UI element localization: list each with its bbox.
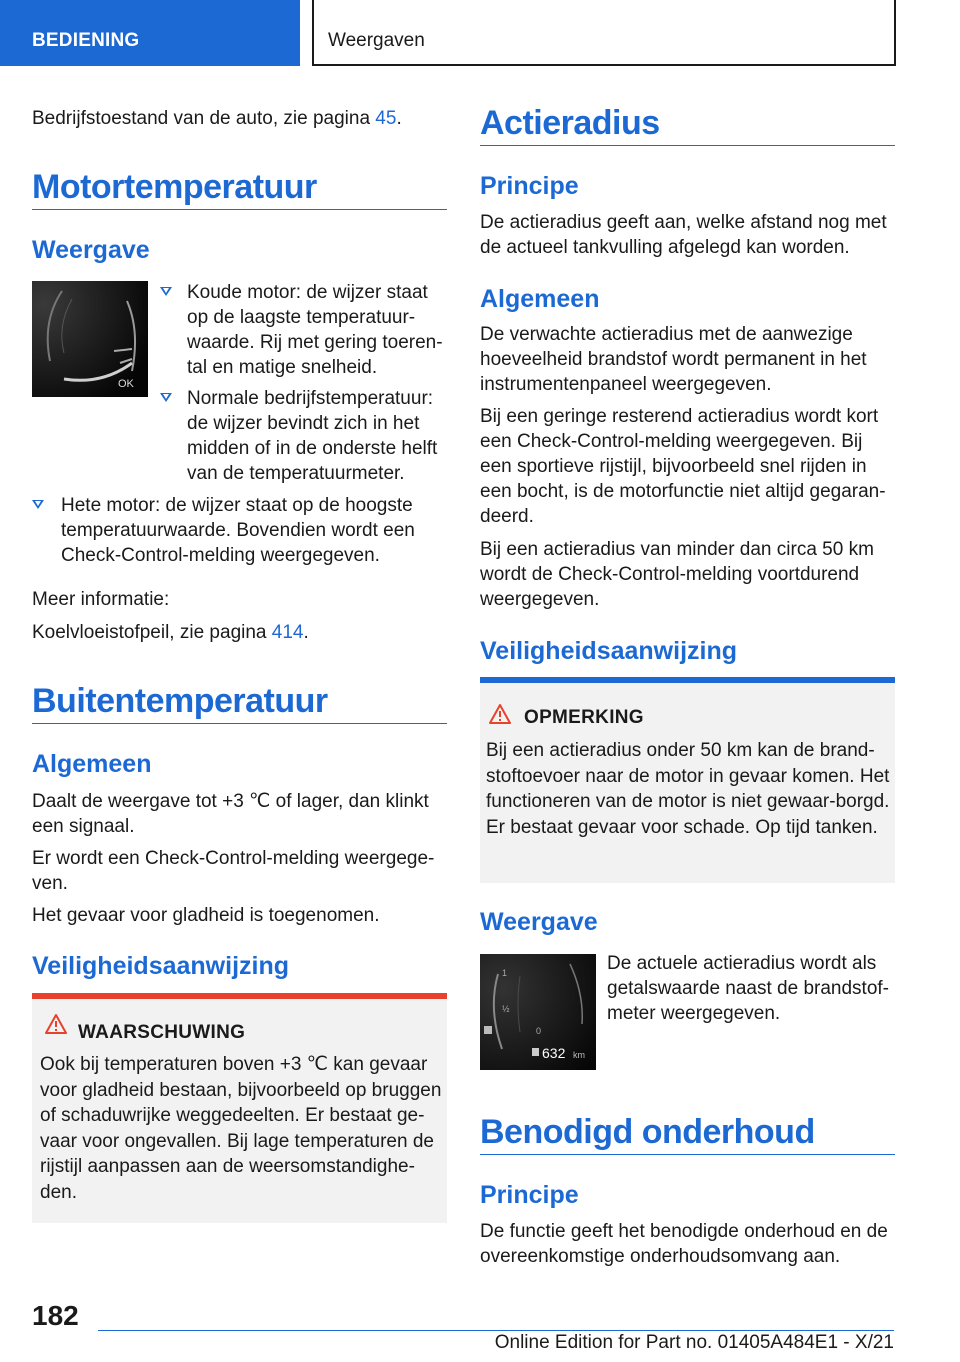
footer-rule	[98, 1330, 894, 1331]
warning-text: Ook bij temperaturen boven +3 ℃ kan gevaar voor gladheid bestaan, bijvoorbeeld op bruggen of schaduwrijke weggedeelten. Er bestaat ge-vaar voor ongevallen. Bij lage temperaturen de rijstijl aanpassen aan de weersomstandighe-den.	[40, 1054, 442, 1203]
paragraph-range-50km: Bij een actieradius van minder dan circa 50 km wordt de Check-Control-melding voortdurend weergegeven.	[480, 539, 874, 610]
notice-box	[480, 677, 895, 883]
heading-buitentemperatuur: Buitentemperatuur	[32, 682, 328, 720]
paragraph-gladheid: Het gevaar voor gladheid is toegenomen.	[32, 905, 380, 926]
subheading-principe: Principe	[480, 172, 579, 200]
paragraph-range-low: Bij een geringe resterend actieradius wordt kort een Check-Control-melding weergegeven. Bij een sportieve rijstijl, bijvoorbeeld snel rijden in een bocht, is de motorfunctie niet altijd gegaran-deerd.	[480, 406, 886, 527]
paragraph-principe: De actieradius geeft aan, welke afstand nog met de actueel tankvulling afgelegd kan worden.	[480, 212, 887, 258]
gauge-range-value: 632	[542, 1045, 566, 1061]
paragraph-range-permanent: De verwachte actieradius met de aanwezige hoeveelheid brandstof wordt permanent in het instrumentenpaneel weergegeven.	[480, 324, 867, 395]
page-link-45[interactable]: 45	[375, 108, 397, 129]
notice-bar	[480, 677, 895, 683]
section-title: Weergaven	[312, 0, 896, 66]
gauge-empty-label: 0	[536, 1026, 542, 1036]
heading-rule	[480, 145, 895, 146]
subheading-veiligheidsaanwijzing-right: Veiligheidsaanwijzing	[480, 637, 738, 665]
notice-heading: OPMERKING	[524, 707, 644, 728]
coolant-reference: Koelvloeistofpeil, zie pagina 414.	[32, 622, 309, 643]
footer-edition: Online Edition for Part no. 01405A484E1 - X/21	[494, 1332, 894, 1353]
bullet-normal-temp: Normale bedrijfstemperatuur: de wijzer bevindt zich in het midden of in de onderste helft van de temperatuurmeter.	[160, 386, 450, 486]
triangle-bullet-icon	[32, 500, 44, 509]
page-header	[0, 0, 960, 66]
heading-actieradius: Actieradius	[480, 104, 660, 142]
page-link-414[interactable]: 414	[271, 622, 304, 643]
intro-paragraph: Bedrijfstoestand van de auto, zie pagina 45.	[32, 108, 402, 129]
gauge-ok-label: OK	[118, 378, 134, 390]
paragraph-check-control: Er wordt een Check-Control-melding weergege-ven.	[32, 848, 435, 894]
heading-rule	[480, 1154, 895, 1155]
paragraph-onderhoud: De functie geeft het benodigde onderhoud en de overeenkomstige onderhoudsomvang aan.	[480, 1221, 888, 1267]
warning-triangle-icon	[488, 703, 512, 725]
notice-text: Bij een actieradius onder 50 km kan de brand-stoftoevoer naar de motor in gevaar komen. Het functioneren van de motor is niet gewaar-borgd. Er bestaat gevaar voor schade. Op tijd tanken.	[486, 740, 890, 838]
subheading-weergave-right: Weergave	[480, 908, 598, 936]
chapter-label: BEDIENING	[0, 0, 300, 66]
gauge-range-unit: km	[573, 1050, 585, 1060]
bullet-cold-engine: Koude motor: de wijzer staat op de laagste temperatuur-waarde. Rij met gering toeren-tal en matige snelheid.	[160, 280, 450, 380]
triangle-bullet-icon	[160, 393, 172, 402]
subheading-veiligheidsaanwijzing: Veiligheidsaanwijzing	[32, 952, 290, 980]
subheading-algemeen: Algemeen	[32, 750, 152, 778]
fuel-gauge-icon	[480, 954, 596, 1070]
heading-rule	[32, 723, 447, 724]
subheading-algemeen-right: Algemeen	[480, 285, 600, 313]
more-info-label: Meer informatie:	[32, 589, 170, 610]
heading-rule	[32, 209, 447, 210]
warning-box	[32, 993, 447, 1223]
triangle-bullet-icon	[160, 287, 172, 296]
paragraph-weergave: De actuele actieradius wordt als getalswaarde naast de brandstof-meter weergegeven.	[607, 953, 890, 1024]
heading-benodigd-onderhoud: Benodigd onderhoud	[480, 1113, 815, 1151]
warning-triangle-icon	[44, 1013, 68, 1035]
subheading-weergave: Weergave	[32, 236, 150, 264]
warning-bar	[32, 993, 447, 999]
gauge-half-label: ½	[502, 1004, 510, 1014]
gauge-icon	[32, 281, 148, 397]
page-number: 182	[32, 1300, 79, 1331]
gauge-full-label: 1	[502, 968, 508, 978]
range-gauge-image	[480, 954, 596, 1070]
heading-motortemperatuur: Motortemperatuur	[32, 168, 317, 206]
bullet-hot-engine: Hete motor: de wijzer staat op de hoogste temperatuurwaarde. Bovendien wordt een Check-Control-melding weergegeven.	[32, 493, 447, 568]
temperature-gauge-image	[32, 281, 148, 397]
warning-heading: WAARSCHUWING	[78, 1022, 246, 1043]
paragraph-signal: Daalt de weergave tot +3 ℃ of lager, dan klinkt een signaal.	[32, 791, 429, 837]
subheading-principe-onderhoud: Principe	[480, 1181, 579, 1209]
